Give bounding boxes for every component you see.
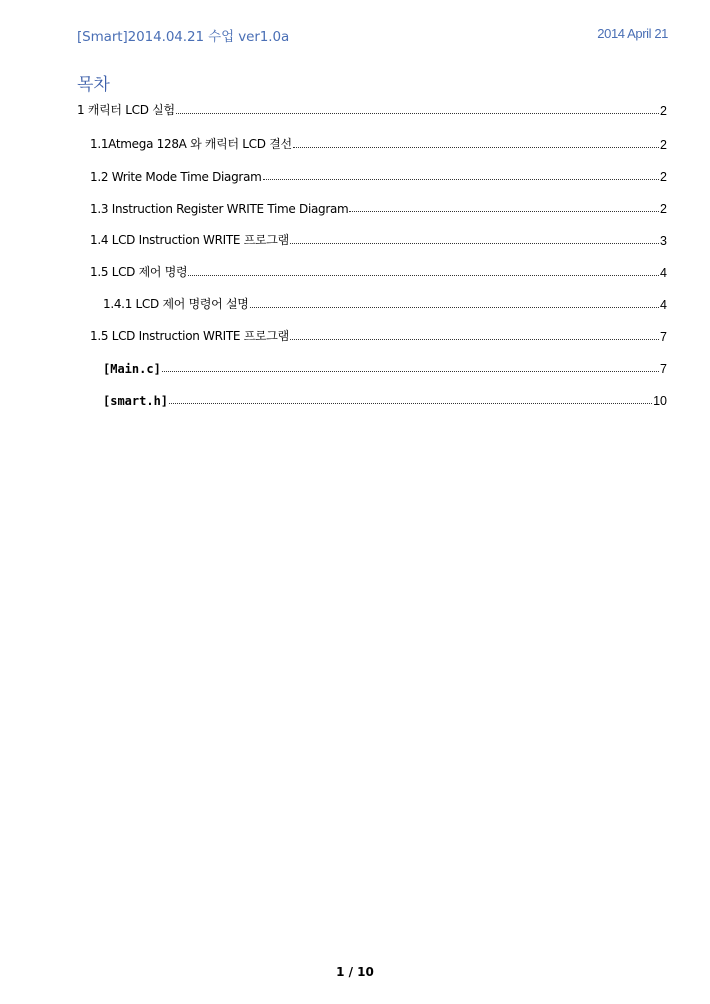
toc-leader bbox=[349, 210, 659, 212]
toc-entry[interactable] bbox=[103, 390, 667, 408]
toc-leader bbox=[162, 370, 659, 372]
page-header-date: 2014 April 21 bbox=[597, 26, 668, 41]
toc-entry[interactable] bbox=[90, 262, 667, 280]
toc-entry-label: 1.5 LCD 제어 명령 bbox=[90, 265, 188, 279]
toc-leader bbox=[188, 274, 659, 276]
toc-entry[interactable] bbox=[90, 326, 667, 344]
toc-entry-label: 1.4 LCD Instruction WRITE 프로그램 bbox=[90, 233, 289, 247]
toc-entry[interactable] bbox=[103, 294, 667, 312]
toc-entry[interactable] bbox=[90, 230, 667, 248]
toc-entry-label: 1.5 LCD Instruction WRITE 프로그램 bbox=[90, 329, 289, 343]
toc-leader bbox=[176, 112, 659, 114]
page-header-title: [Smart]2014.04.21 수업 ver1.0a bbox=[77, 29, 290, 45]
toc-leader bbox=[250, 306, 660, 308]
toc-leader bbox=[293, 146, 659, 148]
toc-entry[interactable] bbox=[90, 198, 667, 216]
toc-entry-page: 7 bbox=[660, 362, 667, 376]
toc-entry-page: 2 bbox=[660, 104, 667, 118]
toc-entry-label: 1 캐릭터 LCD 실험 bbox=[77, 103, 175, 117]
toc-entry[interactable] bbox=[90, 166, 667, 184]
toc-entry-page: 4 bbox=[660, 266, 667, 280]
toc-entry-page: 10 bbox=[653, 394, 667, 408]
toc-entry-page: 7 bbox=[660, 330, 667, 344]
toc-entry-page: 2 bbox=[660, 138, 667, 152]
toc-entry-label: 1.3 Instruction Register WRITE Time Diagram bbox=[90, 202, 349, 216]
toc-entry[interactable] bbox=[77, 100, 667, 118]
toc-leader bbox=[290, 338, 659, 340]
toc-leader bbox=[290, 242, 659, 244]
toc-entry[interactable] bbox=[103, 358, 667, 376]
toc-entry-page: 4 bbox=[660, 298, 667, 312]
toc-heading: 목차 bbox=[77, 75, 110, 95]
toc-entry-label: 1.2 Write Mode Time Diagram bbox=[90, 170, 262, 184]
toc-entry-label: [Main.c] bbox=[103, 362, 161, 376]
toc-entry[interactable] bbox=[90, 134, 667, 152]
toc-leader bbox=[169, 402, 652, 404]
toc-leader bbox=[263, 178, 660, 180]
page-number-footer: 1 / 10 bbox=[336, 965, 374, 979]
toc-entry-label: 1.1Atmega 128A 와 캐릭터 LCD 결선 bbox=[90, 137, 292, 151]
toc-entry-label: [smart.h] bbox=[103, 394, 169, 408]
toc-entry-page: 3 bbox=[660, 234, 667, 248]
toc-entry-label: 1.4.1 LCD 제어 명령어 설명 bbox=[103, 297, 249, 311]
toc-entry-page: 2 bbox=[660, 170, 667, 184]
toc-entry-page: 2 bbox=[660, 202, 667, 216]
